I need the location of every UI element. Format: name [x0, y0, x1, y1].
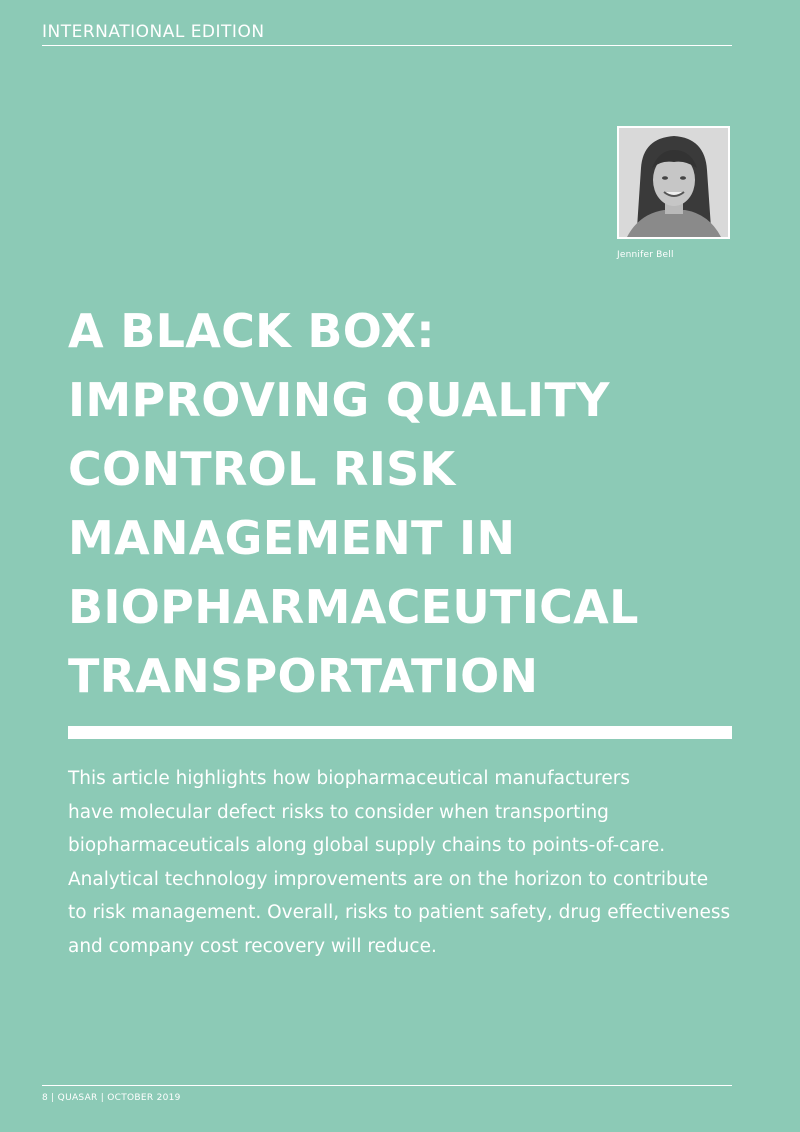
top-divider: [42, 45, 732, 46]
article-title: A BLACK BOX: IMPROVING QUALITY CONTROL RISK MANAGEMENT IN BIOPHARMACEUTICAL TRANSPORTATION: [68, 304, 639, 703]
edition-label: INTERNATIONAL EDITION: [42, 22, 265, 42]
author-photo: [617, 126, 730, 239]
title-divider: [68, 726, 732, 739]
author-caption: Jennifer Bell: [617, 250, 674, 260]
bottom-divider: [42, 1085, 732, 1086]
page-footer: 8 | QUASAR | OCTOBER 2019: [42, 1093, 181, 1103]
article-abstract: This article highlights how biopharmaceutical manufacturers have molecular defect risks to consider when transporting biopharmaceuticals along global supply chains to points-of-care. Analytical technology improvements are on the horizon to contribute to risk management. Overall, risks to patient safety, drug effectiveness and company cost recovery will reduce.: [68, 768, 731, 957]
